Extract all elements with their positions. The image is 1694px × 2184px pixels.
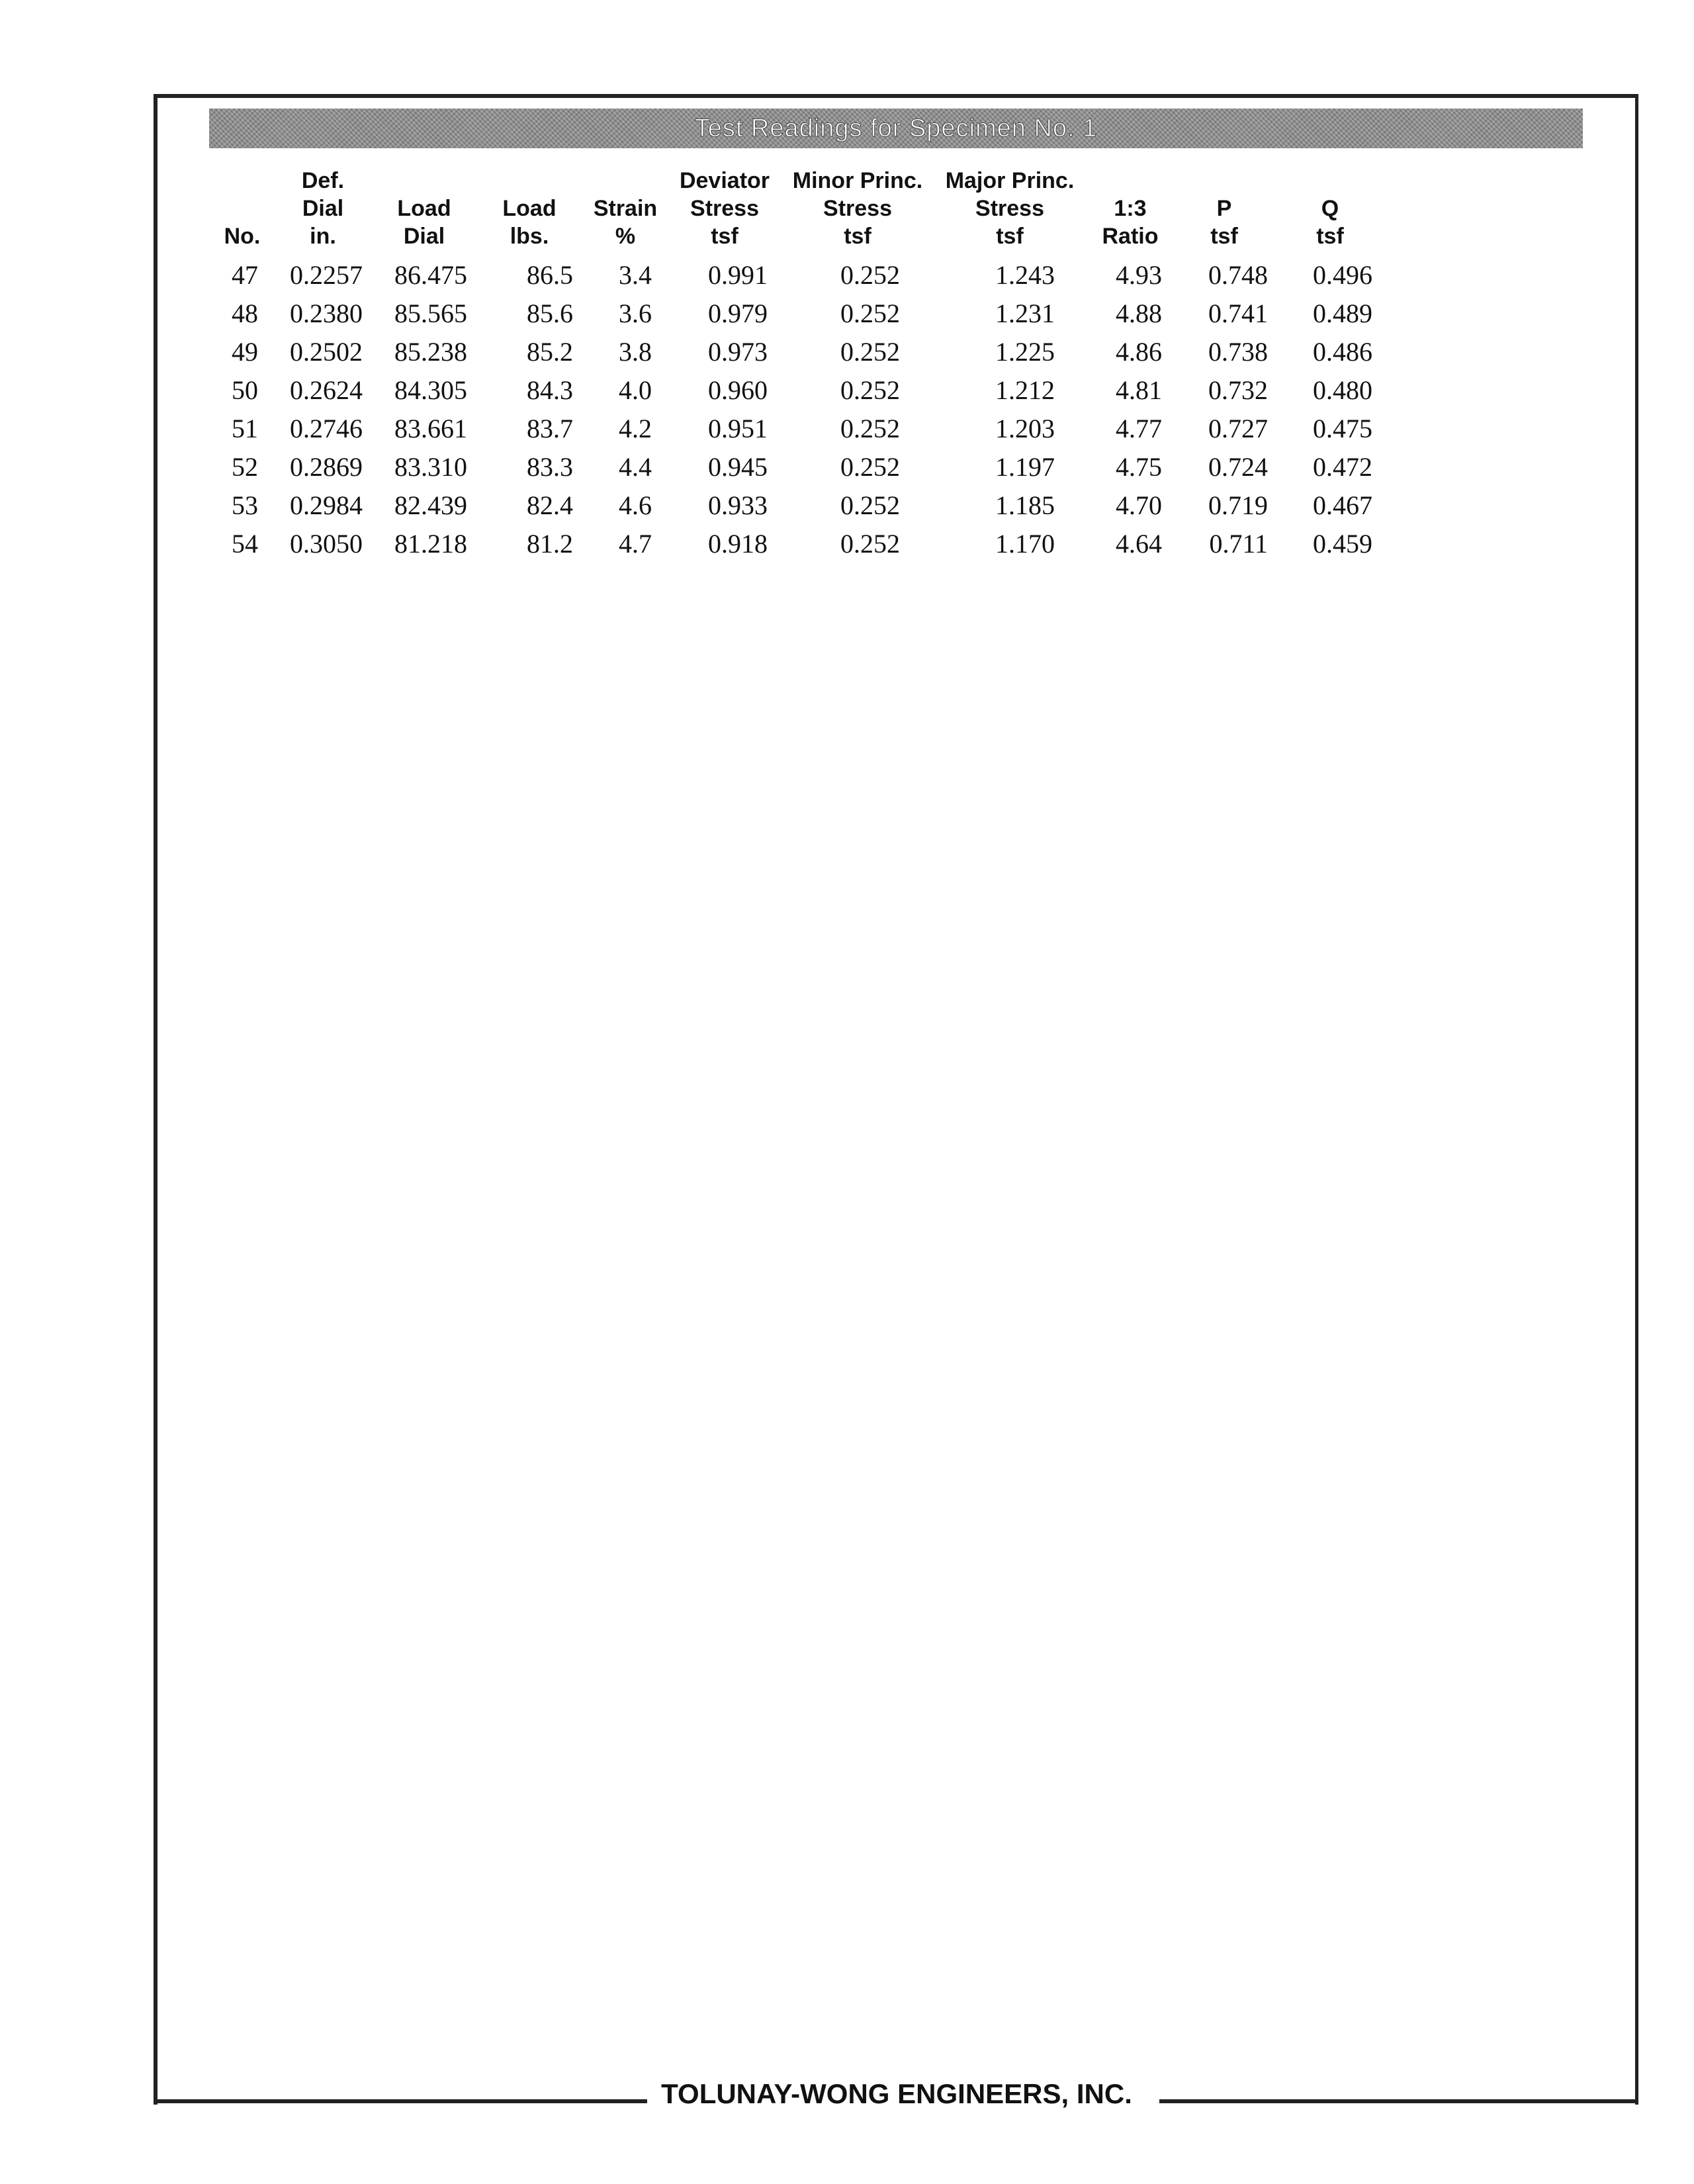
table-cell: 0.2746 <box>290 414 363 443</box>
column-header <box>1244 167 1416 250</box>
table-cell: 0.2380 <box>290 298 363 328</box>
table-cell: 0.991 <box>708 260 768 290</box>
table-cell: 0.711 <box>1209 529 1268 559</box>
table-cell: 54 <box>232 529 258 559</box>
table-cell: 0.252 <box>840 414 900 443</box>
column-header-line: Stress <box>975 196 1044 221</box>
column-header-line: % <box>615 224 636 249</box>
table-cell: 0.252 <box>840 337 900 367</box>
column-header <box>772 139 944 250</box>
column-header-line <box>772 139 944 167</box>
table-cell: 0.732 <box>1208 375 1268 405</box>
table-cell: 83.7 <box>527 414 573 443</box>
table-cell: 83.3 <box>527 452 573 482</box>
footer-rule-left <box>157 2099 647 2103</box>
table-cell: 0.945 <box>708 452 768 482</box>
table-cell: 85.238 <box>394 337 467 367</box>
column-header-line: Dial <box>403 224 445 249</box>
table-cell: 1.185 <box>995 490 1055 520</box>
column-header-line: P <box>1216 196 1232 221</box>
column-header-line: 1:3 <box>1114 196 1147 221</box>
column-header-line: tsf <box>1316 224 1344 249</box>
column-header-line: Strain <box>593 196 658 221</box>
table-cell: 52 <box>232 452 258 482</box>
table-cell: 0.748 <box>1208 260 1268 290</box>
table-cell: 0.496 <box>1313 260 1372 290</box>
table-cell: 0.486 <box>1313 337 1372 367</box>
column-header-line <box>924 139 1096 167</box>
table-cell: 0.252 <box>840 375 900 405</box>
table-cell: 0.2869 <box>290 452 363 482</box>
table-cell: 0.741 <box>1208 298 1268 328</box>
company-footer: TOLUNAY-WONG ENGINEERS, INC. <box>661 2078 1132 2109</box>
column-header-line: Stress <box>823 196 892 221</box>
table-cell: 0.459 <box>1313 529 1372 559</box>
table-cell: 0.724 <box>1208 452 1268 482</box>
table-cell: 85.565 <box>394 298 467 328</box>
table-cell: 1.170 <box>995 529 1055 559</box>
column-header-line: tsf <box>996 224 1024 249</box>
table-cell: 0.918 <box>708 529 768 559</box>
table-cell: 4.70 <box>1116 490 1162 520</box>
table-cell: 86.5 <box>527 260 573 290</box>
table-cell: 1.225 <box>995 337 1055 367</box>
table-cell: 0.252 <box>840 529 900 559</box>
table-cell: 49 <box>232 337 258 367</box>
column-header-line: Dial <box>302 196 344 221</box>
table-cell: 85.2 <box>527 337 573 367</box>
table-cell: 84.305 <box>394 375 467 405</box>
table-cell: 51 <box>232 414 258 443</box>
table-cell: 3.8 <box>619 337 652 367</box>
column-header-line: Def. <box>301 168 345 193</box>
table-cell: 4.0 <box>619 375 652 405</box>
table-cell: 0.960 <box>708 375 768 405</box>
table-cell: 1.197 <box>995 452 1055 482</box>
table-cell: 4.4 <box>619 452 652 482</box>
table-cell: 0.489 <box>1313 298 1372 328</box>
table-cell: 0.480 <box>1313 375 1372 405</box>
table-cell: 0.475 <box>1313 414 1372 443</box>
table-cell: 4.93 <box>1116 260 1162 290</box>
table-cell: 1.231 <box>995 298 1055 328</box>
column-header-line: Stress <box>690 196 759 221</box>
table-cell: 0.467 <box>1313 490 1372 520</box>
table-cell: 0.979 <box>708 298 768 328</box>
column-header-line: Major Princ. <box>945 168 1075 193</box>
table-cell: 0.973 <box>708 337 768 367</box>
table-cell: 1.243 <box>995 260 1055 290</box>
table-cell: 53 <box>232 490 258 520</box>
table-cell: 1.203 <box>995 414 1055 443</box>
table-cell: 0.738 <box>1208 337 1268 367</box>
column-header-line: in. <box>310 224 336 249</box>
column-header-line: Deviator <box>679 168 770 193</box>
column-header-line: Load <box>397 196 451 221</box>
column-header-line <box>1244 167 1416 195</box>
banner-title: Test Readings for Specimen No. 1 <box>694 114 1098 142</box>
table-cell: 0.252 <box>840 452 900 482</box>
column-header-line: lbs. <box>510 224 549 249</box>
table-cell: 0.252 <box>840 260 900 290</box>
table-cell: 0.252 <box>840 298 900 328</box>
table-cell: 4.77 <box>1116 414 1162 443</box>
table-cell: 0.3050 <box>290 529 363 559</box>
table-cell: 0.2502 <box>290 337 363 367</box>
column-header-line: Minor Princ. <box>792 168 923 193</box>
table-cell: 47 <box>232 260 258 290</box>
table-cell: 0.2624 <box>290 375 363 405</box>
table-cell: 1.212 <box>995 375 1055 405</box>
column-header-line: No. <box>224 224 261 249</box>
table-cell: 81.218 <box>394 529 467 559</box>
table-cell: 86.475 <box>394 260 467 290</box>
table-cell: 4.6 <box>619 490 652 520</box>
table-cell: 0.2984 <box>290 490 363 520</box>
table-cell: 4.88 <box>1116 298 1162 328</box>
table-cell: 0.727 <box>1208 414 1268 443</box>
table-cell: 0.951 <box>708 414 768 443</box>
table-cell: 48 <box>232 298 258 328</box>
table-cell: 3.6 <box>619 298 652 328</box>
table-cell: 82.4 <box>527 490 573 520</box>
table-cell: 85.6 <box>527 298 573 328</box>
column-header-line: tsf <box>1210 224 1238 249</box>
table-cell: 0.472 <box>1313 452 1372 482</box>
table-cell: 83.661 <box>394 414 467 443</box>
column-header-line: Ratio <box>1102 224 1159 249</box>
table-cell: 4.81 <box>1116 375 1162 405</box>
column-header-line: tsf <box>844 224 871 249</box>
table-cell: 4.86 <box>1116 337 1162 367</box>
table-cell: 0.933 <box>708 490 768 520</box>
table-cell: 4.2 <box>619 414 652 443</box>
table-cell: 3.4 <box>619 260 652 290</box>
footer-rule-right <box>1159 2099 1638 2103</box>
table-cell: 84.3 <box>527 375 573 405</box>
column-header-line: Q <box>1321 196 1339 221</box>
table-cell: 83.310 <box>394 452 467 482</box>
table-cell: 82.439 <box>394 490 467 520</box>
table-cell: 4.75 <box>1116 452 1162 482</box>
table-cell: 50 <box>232 375 258 405</box>
table-cell: 0.719 <box>1208 490 1268 520</box>
table-cell: 0.2257 <box>290 260 363 290</box>
table-cell: 4.7 <box>619 529 652 559</box>
column-header-line: Load <box>502 196 557 221</box>
table-cell: 0.252 <box>840 490 900 520</box>
table-cell: 81.2 <box>527 529 573 559</box>
column-header-line: tsf <box>711 224 738 249</box>
table-cell: 4.64 <box>1116 529 1162 559</box>
